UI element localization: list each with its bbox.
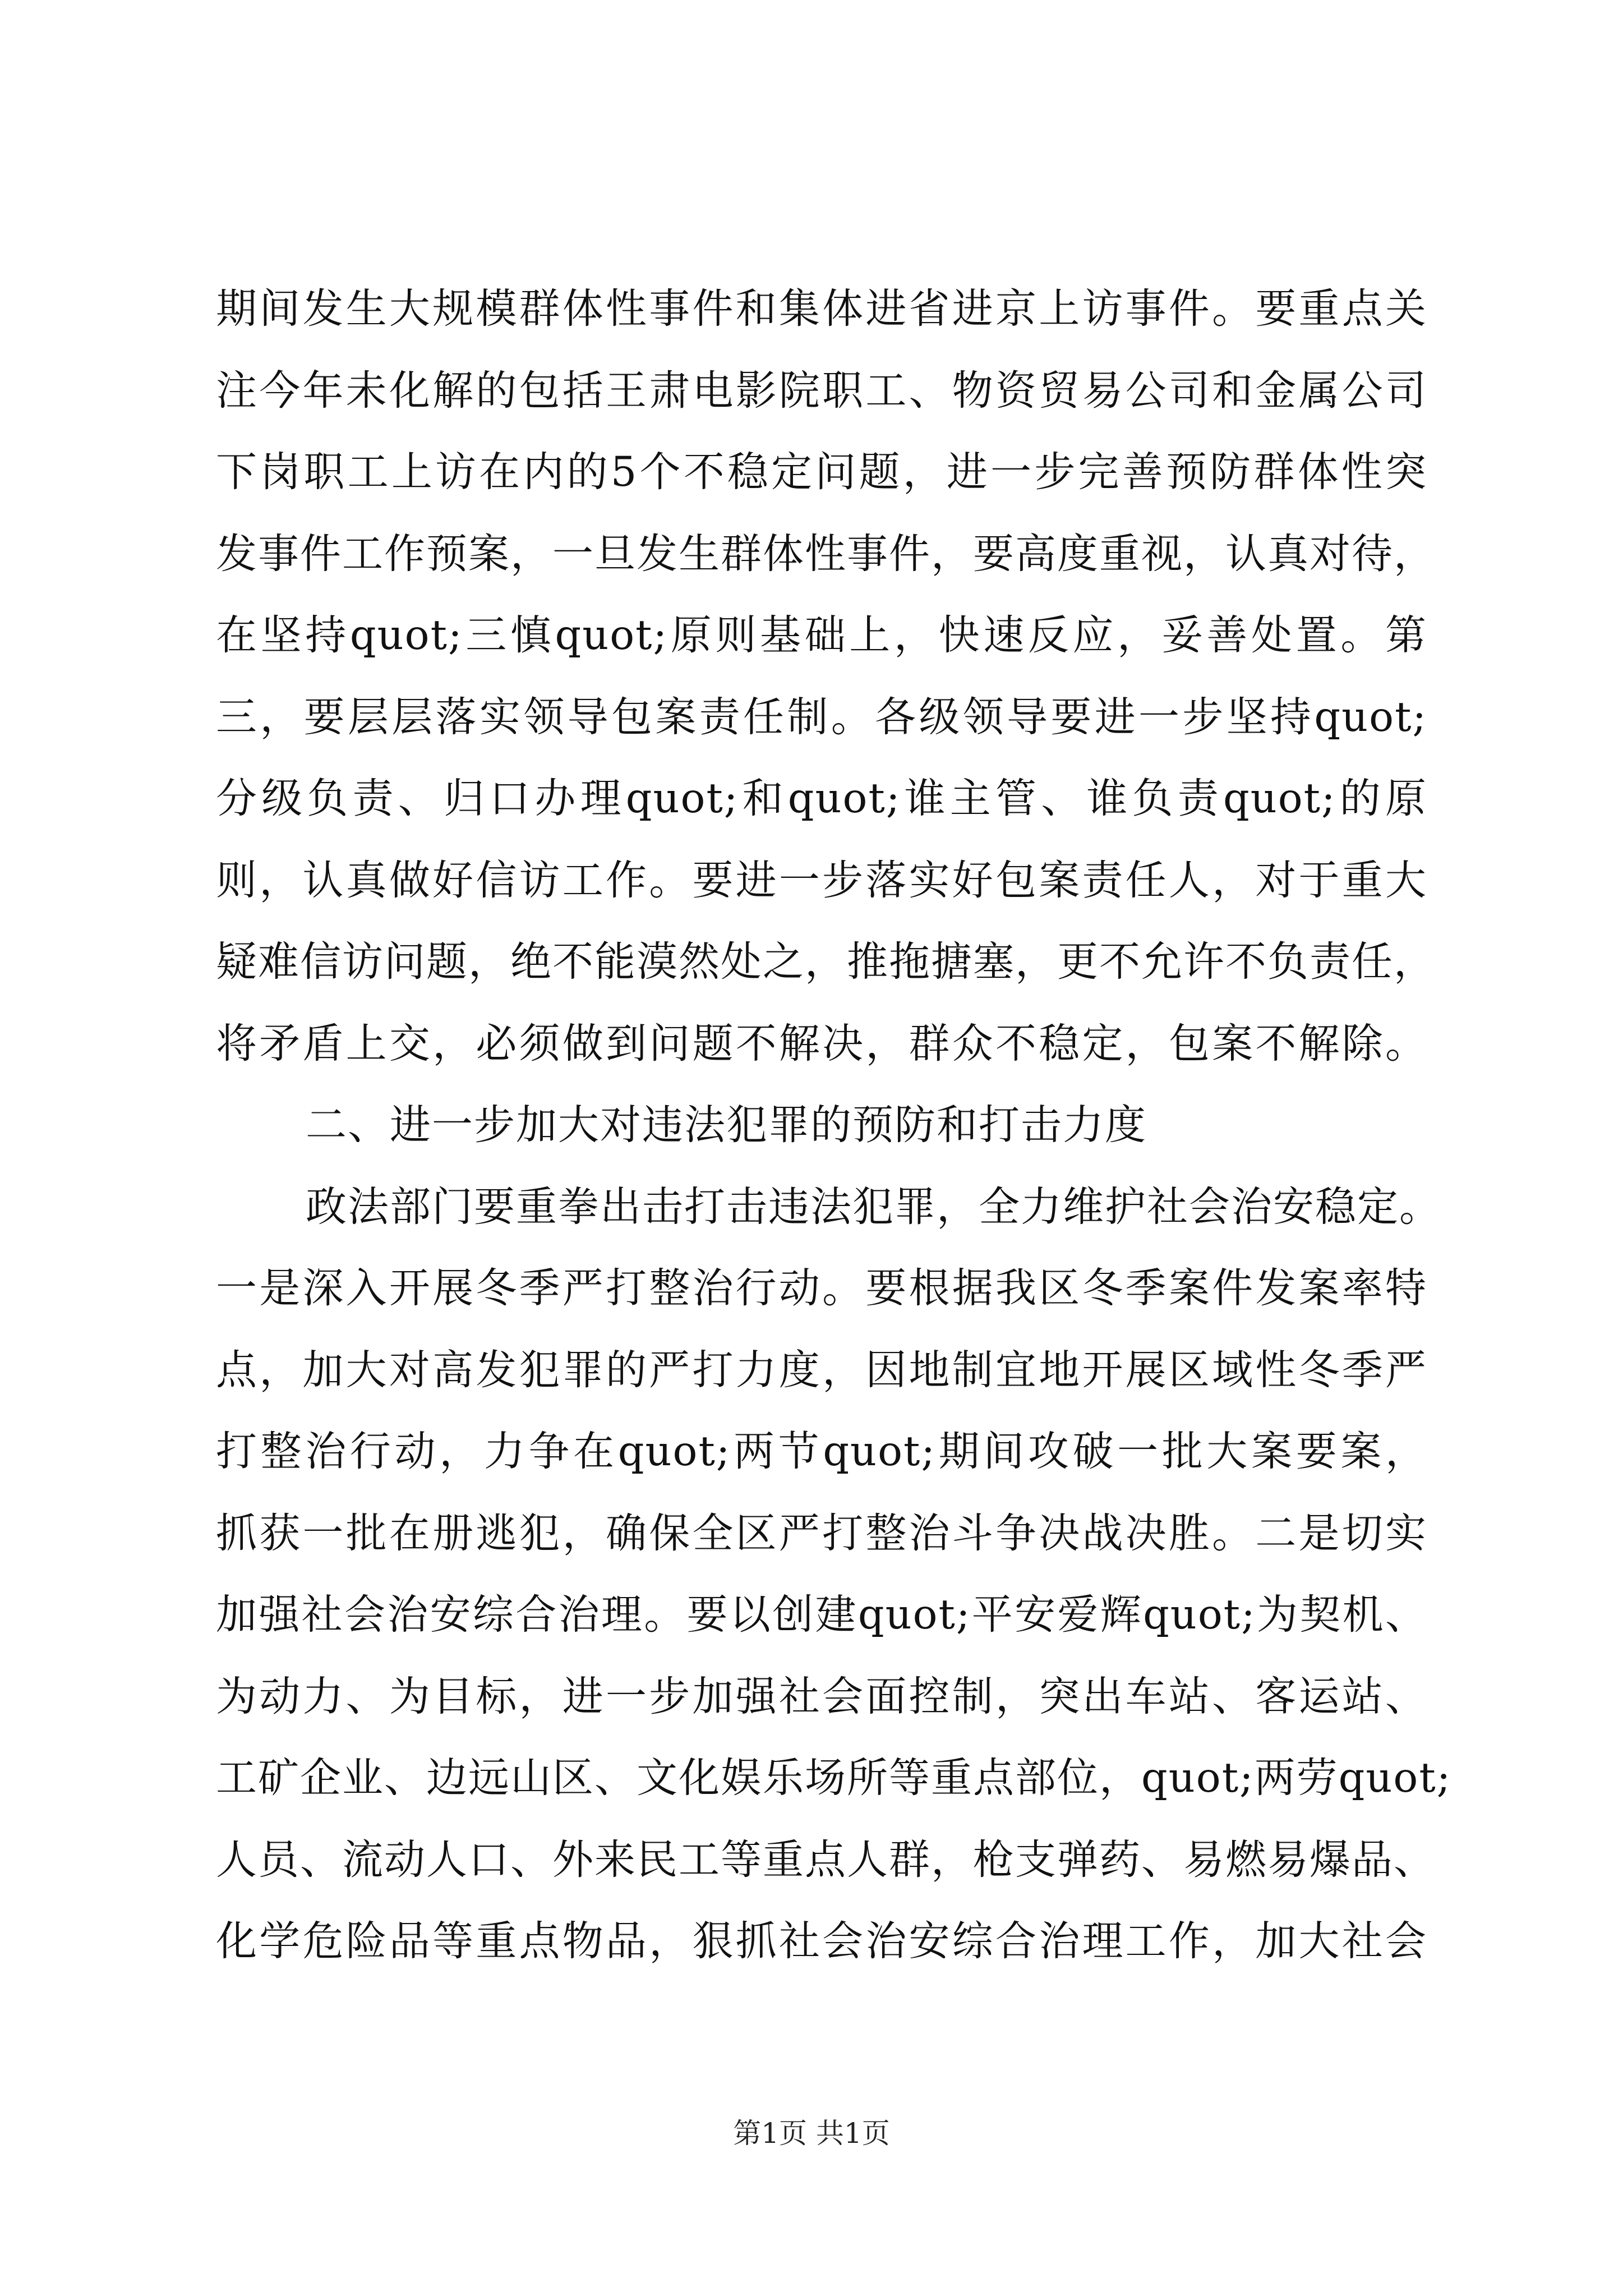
paragraph-line: 点，加大对高发犯罪的严打力度，因地制宜地开展区域性冬季严 [216,1346,1427,1394]
paragraph-line: 疑难信访问题，绝不能漠然处之，推拖搪塞，更不允许不负责任， [216,938,1436,986]
paragraph-line: 发事件工作预案，一旦发生群体性事件，要高度重视，认真对待， [216,530,1436,578]
paragraph-line: 工矿企业、边远山区、文化娱乐场所等重点部位，quot;两劳quot; [216,1754,1452,1802]
paragraph-line: 一是深入开展冬季严打整治行动。要根据我区冬季案件发案率特 [216,1264,1427,1312]
page-number-label: 第1页 共1页 [733,2117,890,2150]
paragraph-line: 在坚持quot;三慎quot;原则基础上，快速反应，妥善处置。第 [216,611,1427,659]
paragraph-line: 为动力、为目标，进一步加强社会面控制，突出车站、客运站、 [216,1672,1427,1720]
page-footer [0,2114,1623,2153]
paragraph-line: 将矛盾上交，必须做到问题不解决，群众不稳定，包案不解除。 [216,1019,1427,1068]
paragraph-line: 人员、流动人口、外来民工等重点人群，枪支弹药、易燃易爆品、 [216,1835,1436,1884]
paragraph-line: 期间发生大规模群体性事件和集体进省进京上访事件。要重点关 [216,285,1427,333]
paragraph-line: 抓获一批在册逃犯，确保全区严打整治斗争决战决胜。二是切实 [216,1509,1427,1557]
paragraph-line: 打整治行动，力争在quot;两节quot;期间攻破一批大案要案， [216,1428,1427,1475]
paragraph-line: 分级负责、归口办理quot;和quot;谁主管、谁负责quot;的原 [216,775,1427,822]
paragraph-line: 下岗职工上访在内的5个不稳定问题，进一步完善预防群体性突 [216,448,1427,496]
paragraph-line: 三，要层层落实领导包案责任制。各级领导要进一步坚持quot; [216,693,1427,741]
paragraph-line: 则，认真做好信访工作。要进一步落实好包案责任人，对于重大 [216,856,1427,904]
document-body [216,268,1452,1982]
section-heading: 二、进一步加大对违法犯罪的预防和打击力度 [306,1101,1147,1149]
paragraph-line: 注今年未化解的包括王肃电影院职工、物资贸易公司和金属公司 [216,366,1427,415]
paragraph-line: 化学危险品等重点物品，狠抓社会治安综合治理工作，加大社会 [216,1917,1427,1965]
paragraph-line: 加强社会治安综合治理。要以创建quot;平安爱辉quot;为契机、 [216,1591,1427,1639]
paragraph-line: 政法部门要重拳出击打击违法犯罪，全力维护社会治安稳定。 [306,1182,1441,1231]
